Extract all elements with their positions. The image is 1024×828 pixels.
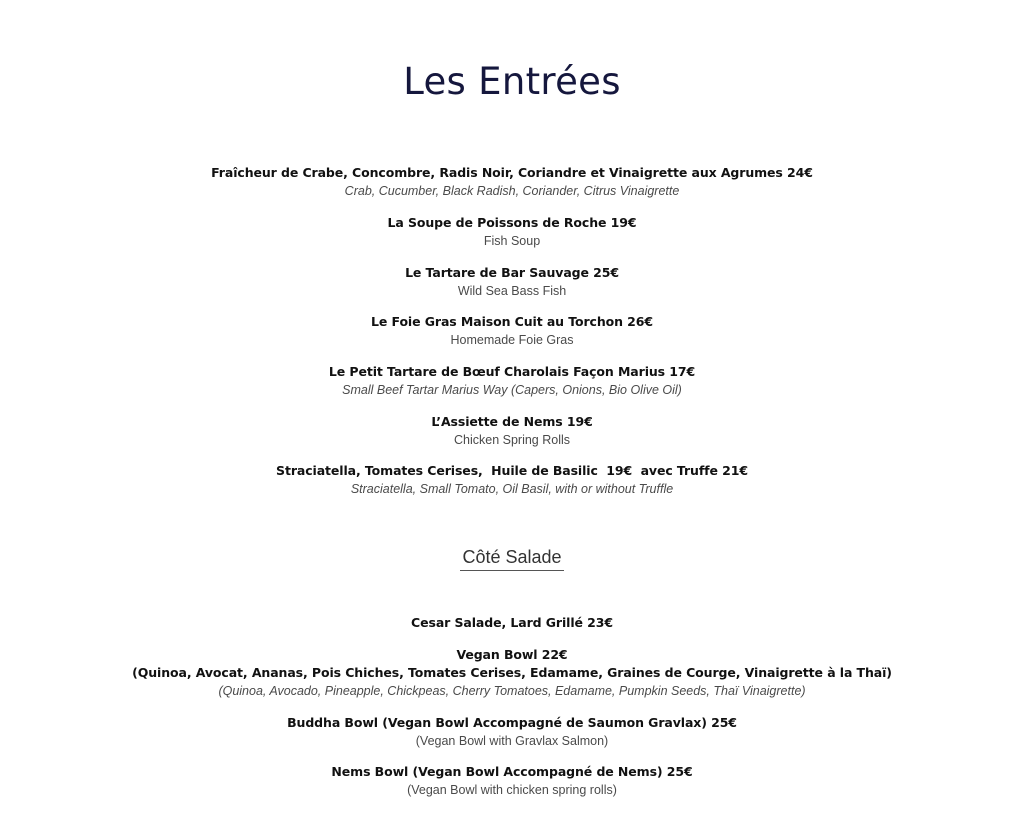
item-name: Straciatella, Tomates Cerises, Huile de Basilic 19€ avec Truffe 21€ [276, 463, 748, 478]
item-name: Le Tartare de Bar Sauvage 25€ [405, 265, 619, 280]
item-name: Fraîcheur de Crabe, Concombre, Radis Noir, Coriandre et Vinaigrette aux Agrumes 24€ [211, 165, 813, 180]
menu-item [0, 164, 1024, 200]
item-description: Homemade Foie Gras [450, 333, 574, 347]
item-description: Small Beef Tartar Marius Way (Capers, Onions, Bio Olive Oil) [342, 383, 682, 397]
item-description: Chicken Spring Rolls [453, 433, 571, 447]
menu-item [0, 214, 1024, 250]
menu-item [0, 264, 1024, 300]
item-name-detail: (Quinoa, Avocat, Ananas, Pois Chiches, Tomates Cerises, Edamame, Graines de Courge, Vinaigrette à la Thaï) [132, 665, 892, 680]
item-name: Buddha Bowl (Vegan Bowl Accompagné de Saumon Gravlax) 25€ [287, 715, 737, 730]
menu-item [0, 462, 1024, 498]
item-name: Cesar Salade, Lard Grillé 23€ [411, 615, 613, 630]
menu-item [0, 763, 1024, 799]
menu-item [0, 646, 1024, 700]
section-title-entrees: Les Entrées [403, 60, 621, 103]
menu-item [0, 413, 1024, 449]
item-name: Le Petit Tartare de Bœuf Charolais Façon Marius 17€ [328, 364, 696, 379]
item-description: Fish Soup [483, 234, 541, 248]
menu-item [0, 363, 1024, 399]
item-description: (Vegan Bowl with chicken spring rolls) [407, 783, 617, 797]
item-name: La Soupe de Poissons de Roche 19€ [387, 215, 637, 230]
item-description: Crab, Cucumber, Black Radish, Coriander, Citrus Vinaigrette [344, 184, 680, 198]
item-name: Vegan Bowl 22€ [456, 647, 568, 662]
item-description: Straciatella, Small Tomato, Oil Basil, with or without Truffle [350, 482, 674, 496]
item-description: Wild Sea Bass Fish [457, 284, 567, 298]
item-name: Le Foie Gras Maison Cuit au Torchon 26€ [371, 314, 653, 329]
item-description: (Vegan Bowl with Gravlax Salmon) [415, 734, 609, 748]
section-title-salade-text: Côté Salade [460, 545, 563, 571]
item-description: (Quinoa, Avocado, Pineapple, Chickpeas, Cherry Tomatoes, Edamame, Pumpkin Seeds, Thaï Vinaigrette) [218, 684, 806, 698]
item-name: Nems Bowl (Vegan Bowl Accompagné de Nems) 25€ [331, 764, 693, 779]
menu-item [0, 614, 1024, 632]
menu-item [0, 313, 1024, 349]
menu-item [0, 714, 1024, 750]
section-title-salade [0, 545, 1024, 571]
item-name: L’Assiette de Nems 19€ [431, 414, 593, 429]
